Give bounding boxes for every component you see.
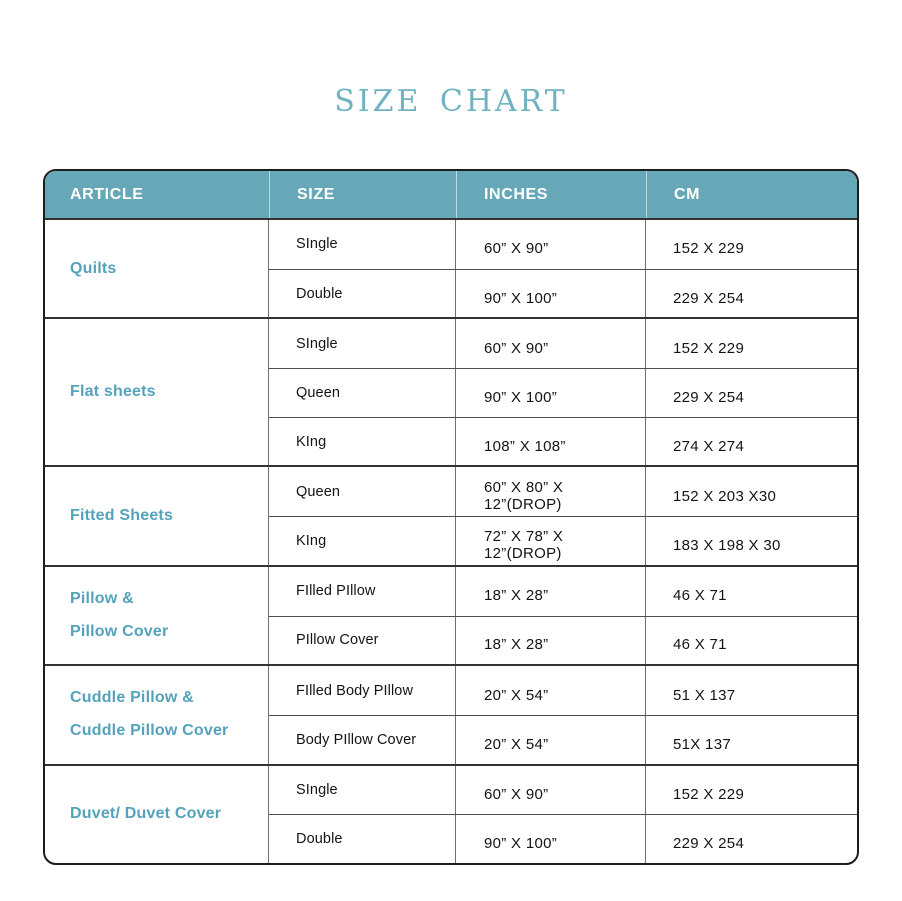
- table-section: [45, 565, 857, 664]
- table-section: [45, 465, 857, 564]
- cm-cell: 274 X 274: [673, 437, 745, 455]
- size-cell: FIlled PIllow: [269, 567, 456, 616]
- size-cell: SIngle: [269, 220, 456, 269]
- table-section: [45, 220, 857, 317]
- cm-cell: 183 X 198 X 30: [673, 536, 781, 554]
- article-label: Pillow Cover: [70, 623, 169, 640]
- table-row: [269, 417, 857, 466]
- inches-cell: 60” X 80” X 12”(DROP): [456, 467, 646, 516]
- size-cell: KIng: [269, 418, 456, 466]
- size-cell: SIngle: [269, 319, 456, 368]
- table-row: [269, 467, 857, 516]
- column-header-size: SIZE: [269, 171, 456, 218]
- cm-cell: 152 X 229: [673, 240, 745, 258]
- size-cell: Queen: [269, 467, 456, 516]
- size-cell: Body PIllow Cover: [269, 716, 456, 764]
- section-rows: [269, 567, 857, 664]
- inches-cell: 90” X 100”: [456, 270, 646, 318]
- article-cell: [45, 319, 269, 465]
- inches-cell: 60” X 90”: [456, 766, 646, 815]
- table-row: [269, 666, 857, 715]
- cm-cell: 152 X 229: [673, 785, 745, 803]
- table-section: [45, 664, 857, 763]
- section-rows: [269, 220, 857, 317]
- article-cell: [45, 666, 269, 763]
- size-cell: FIlled Body PIllow: [269, 666, 456, 715]
- column-header-cm: CM: [646, 171, 857, 218]
- table-row: [269, 715, 857, 764]
- table-row: [269, 319, 857, 368]
- cm-cell: 51X 137: [673, 735, 731, 753]
- article-cell: [45, 467, 269, 564]
- table-row: [269, 220, 857, 269]
- inches-cell: 90” X 100”: [456, 369, 646, 417]
- table-section: [45, 764, 857, 863]
- table-row: [269, 616, 857, 665]
- cm-cell: 152 X 229: [673, 339, 745, 357]
- cm-cell: 46 X 71: [673, 587, 727, 605]
- inches-cell: 72” X 78” X 12”(DROP): [456, 517, 646, 565]
- article-label: Cuddle Pillow &: [70, 689, 194, 707]
- inches-cell: 20” X 54”: [456, 716, 646, 764]
- cm-cell: 152 X 203 X30: [673, 487, 777, 505]
- table-row: [269, 516, 857, 565]
- inches-cell: 18” X 28”: [456, 567, 646, 616]
- cm-cell: 51 X 137: [673, 686, 736, 704]
- size-chart-table: [43, 169, 859, 865]
- inches-cell: 90” X 100”: [456, 815, 646, 863]
- table-row: [269, 766, 857, 815]
- inches-cell: 18” X 28”: [456, 617, 646, 665]
- size-cell: Double: [269, 270, 456, 318]
- table-header-row: [45, 171, 857, 220]
- article-label: Fitted Sheets: [70, 507, 174, 525]
- cm-cell: 229 X 254: [673, 388, 745, 406]
- article-label: Duvet/ Duvet Cover: [70, 805, 222, 823]
- table-body: [45, 220, 857, 863]
- table-section: [45, 317, 857, 465]
- table-row: [269, 567, 857, 616]
- inches-cell: 108” X 108”: [456, 418, 646, 466]
- size-cell: SIngle: [269, 766, 456, 815]
- table-row: [269, 269, 857, 318]
- section-rows: [269, 467, 857, 564]
- size-cell: PIllow Cover: [269, 617, 456, 665]
- section-rows: [269, 766, 857, 863]
- inches-cell: 60” X 90”: [456, 319, 646, 368]
- cm-cell: 229 X 254: [673, 835, 745, 853]
- cm-cell: 229 X 254: [673, 289, 745, 307]
- article-cell: [45, 567, 269, 664]
- size-cell: KIng: [269, 517, 456, 565]
- article-cell: [45, 766, 269, 863]
- inches-cell: 20” X 54”: [456, 666, 646, 715]
- section-rows: [269, 666, 857, 763]
- column-header-article: ARTICLE: [70, 185, 144, 203]
- column-header-inches: INCHES: [456, 171, 646, 218]
- article-cell: [45, 220, 269, 317]
- article-label: Cuddle Pillow Cover: [70, 722, 229, 740]
- inches-cell: 60” X 90”: [456, 220, 646, 269]
- article-label: Quilts: [70, 259, 117, 277]
- article-label: Pillow &: [70, 590, 134, 607]
- table-row: [269, 368, 857, 417]
- size-cell: Queen: [269, 369, 456, 417]
- size-cell: Double: [269, 815, 456, 863]
- article-label: Flat sheets: [70, 383, 156, 401]
- page-title: SIZE CHART: [334, 84, 568, 119]
- table-row: [269, 814, 857, 863]
- section-rows: [269, 319, 857, 465]
- cm-cell: 46 X 71: [673, 636, 727, 654]
